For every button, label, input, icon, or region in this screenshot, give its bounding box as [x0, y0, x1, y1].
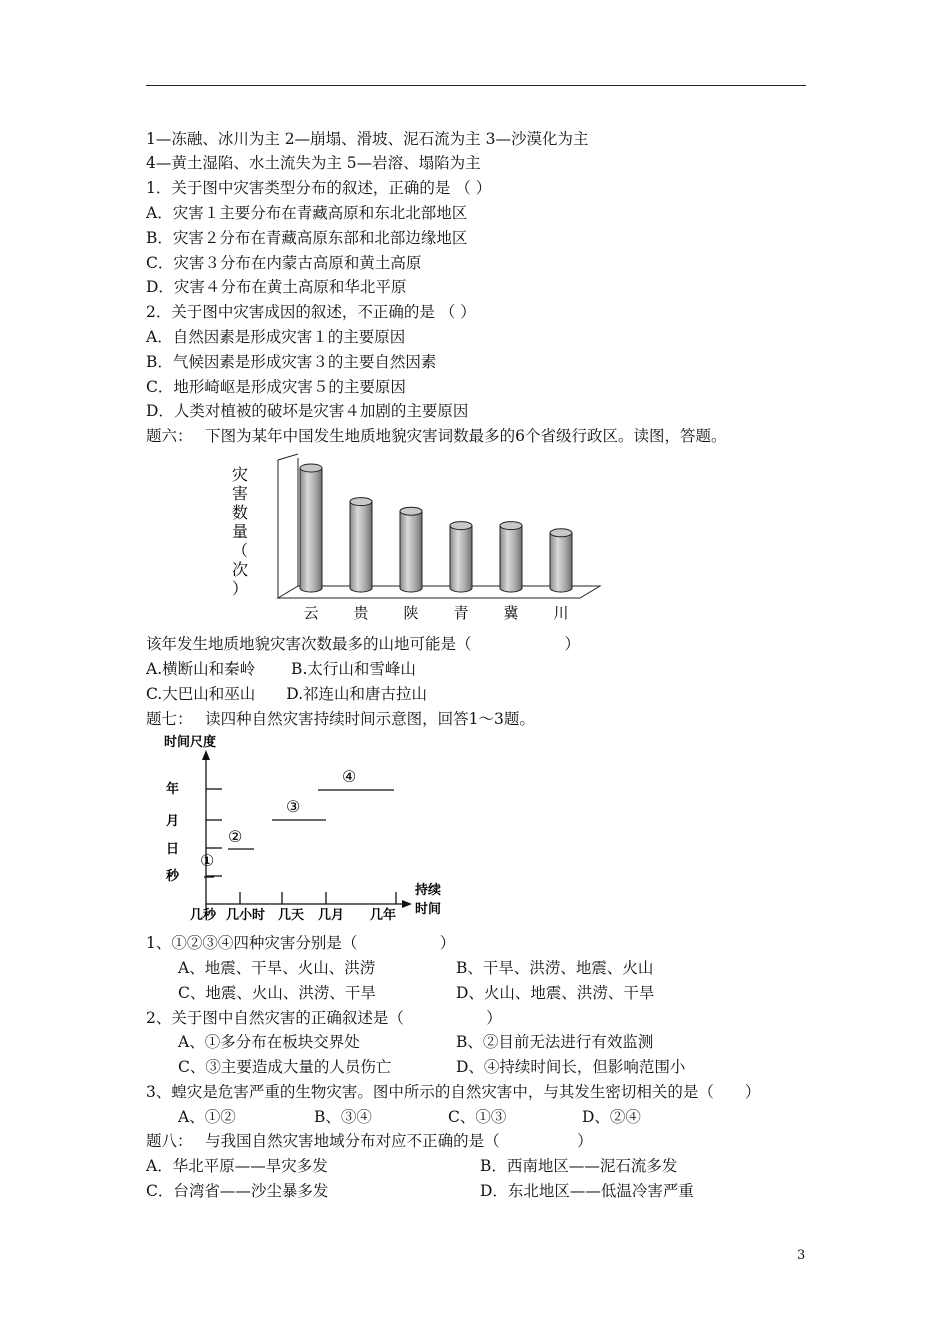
- q6-options-line-1: A.横断山和秦岭 B.太行山和雪峰山: [146, 660, 416, 678]
- q7-q1-option-b: B、干旱、洪涝、地震、火山: [456, 959, 654, 977]
- q7-q3-option-c: C、①③: [448, 1108, 507, 1126]
- q7-question-1: 1、①②③④四种灾害分别是（ ）: [146, 934, 456, 952]
- x-tick-years: 几年: [370, 908, 397, 922]
- x-tick-贵: 贵: [353, 604, 369, 622]
- q6-question: 该年发生地质地貌灾害次数最多的山地可能是（ ）: [146, 635, 581, 653]
- marker-3: ③: [286, 797, 301, 816]
- q7-q2-option-a: A、①多分布在板块交界处: [178, 1033, 360, 1051]
- q8-option-c: C．台湾省——沙尘暴多发: [146, 1182, 329, 1200]
- q6-options-line-2: C.大巴山和巫山 D.祁连山和唐古拉山: [146, 685, 428, 703]
- header-rule: [146, 85, 806, 86]
- q7-q1-option-d: D、火山、地震、洪涝、干旱: [456, 984, 655, 1002]
- q5-q2-option-b: B．气候因素是形成灾害３的主要自然因素: [146, 353, 437, 371]
- y-tick-second: 秒: [166, 869, 180, 884]
- diagram-y-title: 时间尺度: [164, 735, 217, 750]
- q5-q2-option-d: D．人类对植被的破坏是灾害４加剧的主要原因: [146, 402, 469, 420]
- y-label-char: 量: [232, 522, 249, 541]
- y-tick-year: 年: [166, 782, 180, 797]
- y-label-char: 次: [232, 560, 249, 579]
- y-label-char: 害: [232, 484, 249, 503]
- legend-line-2: 4—黄土湿陷、水土流失为主 5—岩溶、塌陷为主: [146, 154, 481, 172]
- x-tick-云: 云: [303, 604, 319, 622]
- q5-question-1: 1．关于图中灾害类型分布的叙述，正确的是 （ ）: [146, 179, 492, 197]
- q5-q2-option-c: C．地形崎岖是形成灾害５的主要原因: [146, 378, 406, 396]
- disaster-bar-chart: [220, 452, 620, 632]
- q8-title: 题八： 与我国自然灾害地域分布对应不正确的是（ ）: [146, 1132, 593, 1150]
- q7-title: 题七： 读四种自然灾害持续时间示意图，回答1～3题。: [146, 710, 535, 728]
- y-label-char: 数: [232, 503, 249, 522]
- q5-q1-option-c: C．灾害３分布在内蒙古高原和黄土高原: [146, 254, 422, 272]
- x-tick-days: 几天: [278, 908, 305, 922]
- q7-q1-option-a: A、地震、干旱、火山、洪涝: [178, 959, 376, 977]
- marker-1: ①: [200, 851, 215, 870]
- q5-q1-option-b: B．灾害２分布在青藏高原东部和北部边缘地区: [146, 229, 468, 247]
- q7-q2-option-d: D、④持续时间长，但影响范围小: [456, 1058, 686, 1076]
- y-label-char: 灾: [232, 465, 249, 484]
- q5-q1-option-a: A．灾害１主要分布在青藏高原和东北北部地区: [146, 204, 468, 222]
- legend-line-1: 1—冻融、冰川为主 2—崩塌、滑坡、泥石流为主 3—沙漠化为主: [146, 130, 589, 148]
- diagram-x-title-1: 持续: [415, 883, 442, 898]
- x-tick-陕: 陕: [403, 604, 419, 622]
- x-tick-青: 青: [453, 604, 469, 622]
- bar-川: [550, 529, 572, 592]
- bar-冀: [500, 522, 522, 592]
- x-tick-冀: 冀: [503, 604, 519, 622]
- x-tick-川: 川: [553, 604, 569, 622]
- marker-4: ④: [342, 767, 357, 786]
- q8-option-d: D．东北地区——低温冷害严重: [480, 1182, 694, 1200]
- q7-q3-option-d: D、②④: [582, 1108, 641, 1126]
- bar-贵: [350, 498, 372, 592]
- y-label-char: ）: [232, 579, 249, 598]
- bar-青: [450, 522, 472, 592]
- q7-question-3: 3、蝗灾是危害严重的生物灾害。图中所示的自然灾害中，与其发生密切相关的是（ ）: [146, 1083, 761, 1101]
- x-tick-months: 几月: [318, 908, 345, 922]
- page-number: 3: [797, 1248, 806, 1263]
- q7-q1-option-c: C、地震、火山、洪涝、干旱: [178, 984, 376, 1002]
- q8-option-b: B．西南地区——泥石流多发: [480, 1157, 678, 1175]
- duration-diagram: [160, 732, 460, 922]
- bar-云: [300, 464, 322, 592]
- diagram-x-title-2: 时间: [415, 902, 442, 917]
- q7-q2-option-c: C、③主要造成大量的人员伤亡: [178, 1058, 392, 1076]
- y-tick-day: 日: [166, 842, 180, 857]
- y-label-char: （: [232, 541, 249, 560]
- x-tick-hours: 几小时: [226, 908, 266, 922]
- q6-title: 题六： 下图为某年中国发生地质地貌灾害词数最多的6个省级行政区。读图，答题。: [146, 427, 727, 445]
- bar-陕: [400, 507, 422, 592]
- q7-q3-option-b: B、③④: [314, 1108, 372, 1126]
- q5-question-2: 2．关于图中灾害成因的叙述，不正确的是 （ ）: [146, 303, 476, 321]
- q7-q3-option-a: A、①②: [178, 1108, 236, 1126]
- marker-2: ②: [228, 827, 243, 846]
- q5-q2-option-a: A．自然因素是形成灾害１的主要原因: [146, 328, 406, 346]
- y-tick-month: 月: [166, 814, 180, 829]
- q5-q1-option-d: D．灾害４分布在黄土高原和华北平原: [146, 278, 407, 296]
- q7-q2-option-b: B、②目前无法进行有效监测: [456, 1033, 654, 1051]
- q7-question-2: 2、关于图中自然灾害的正确叙述是（ ）: [146, 1009, 502, 1027]
- x-tick-seconds: 几秒: [190, 908, 217, 922]
- q8-option-a: A．华北平原——旱灾多发: [146, 1157, 328, 1175]
